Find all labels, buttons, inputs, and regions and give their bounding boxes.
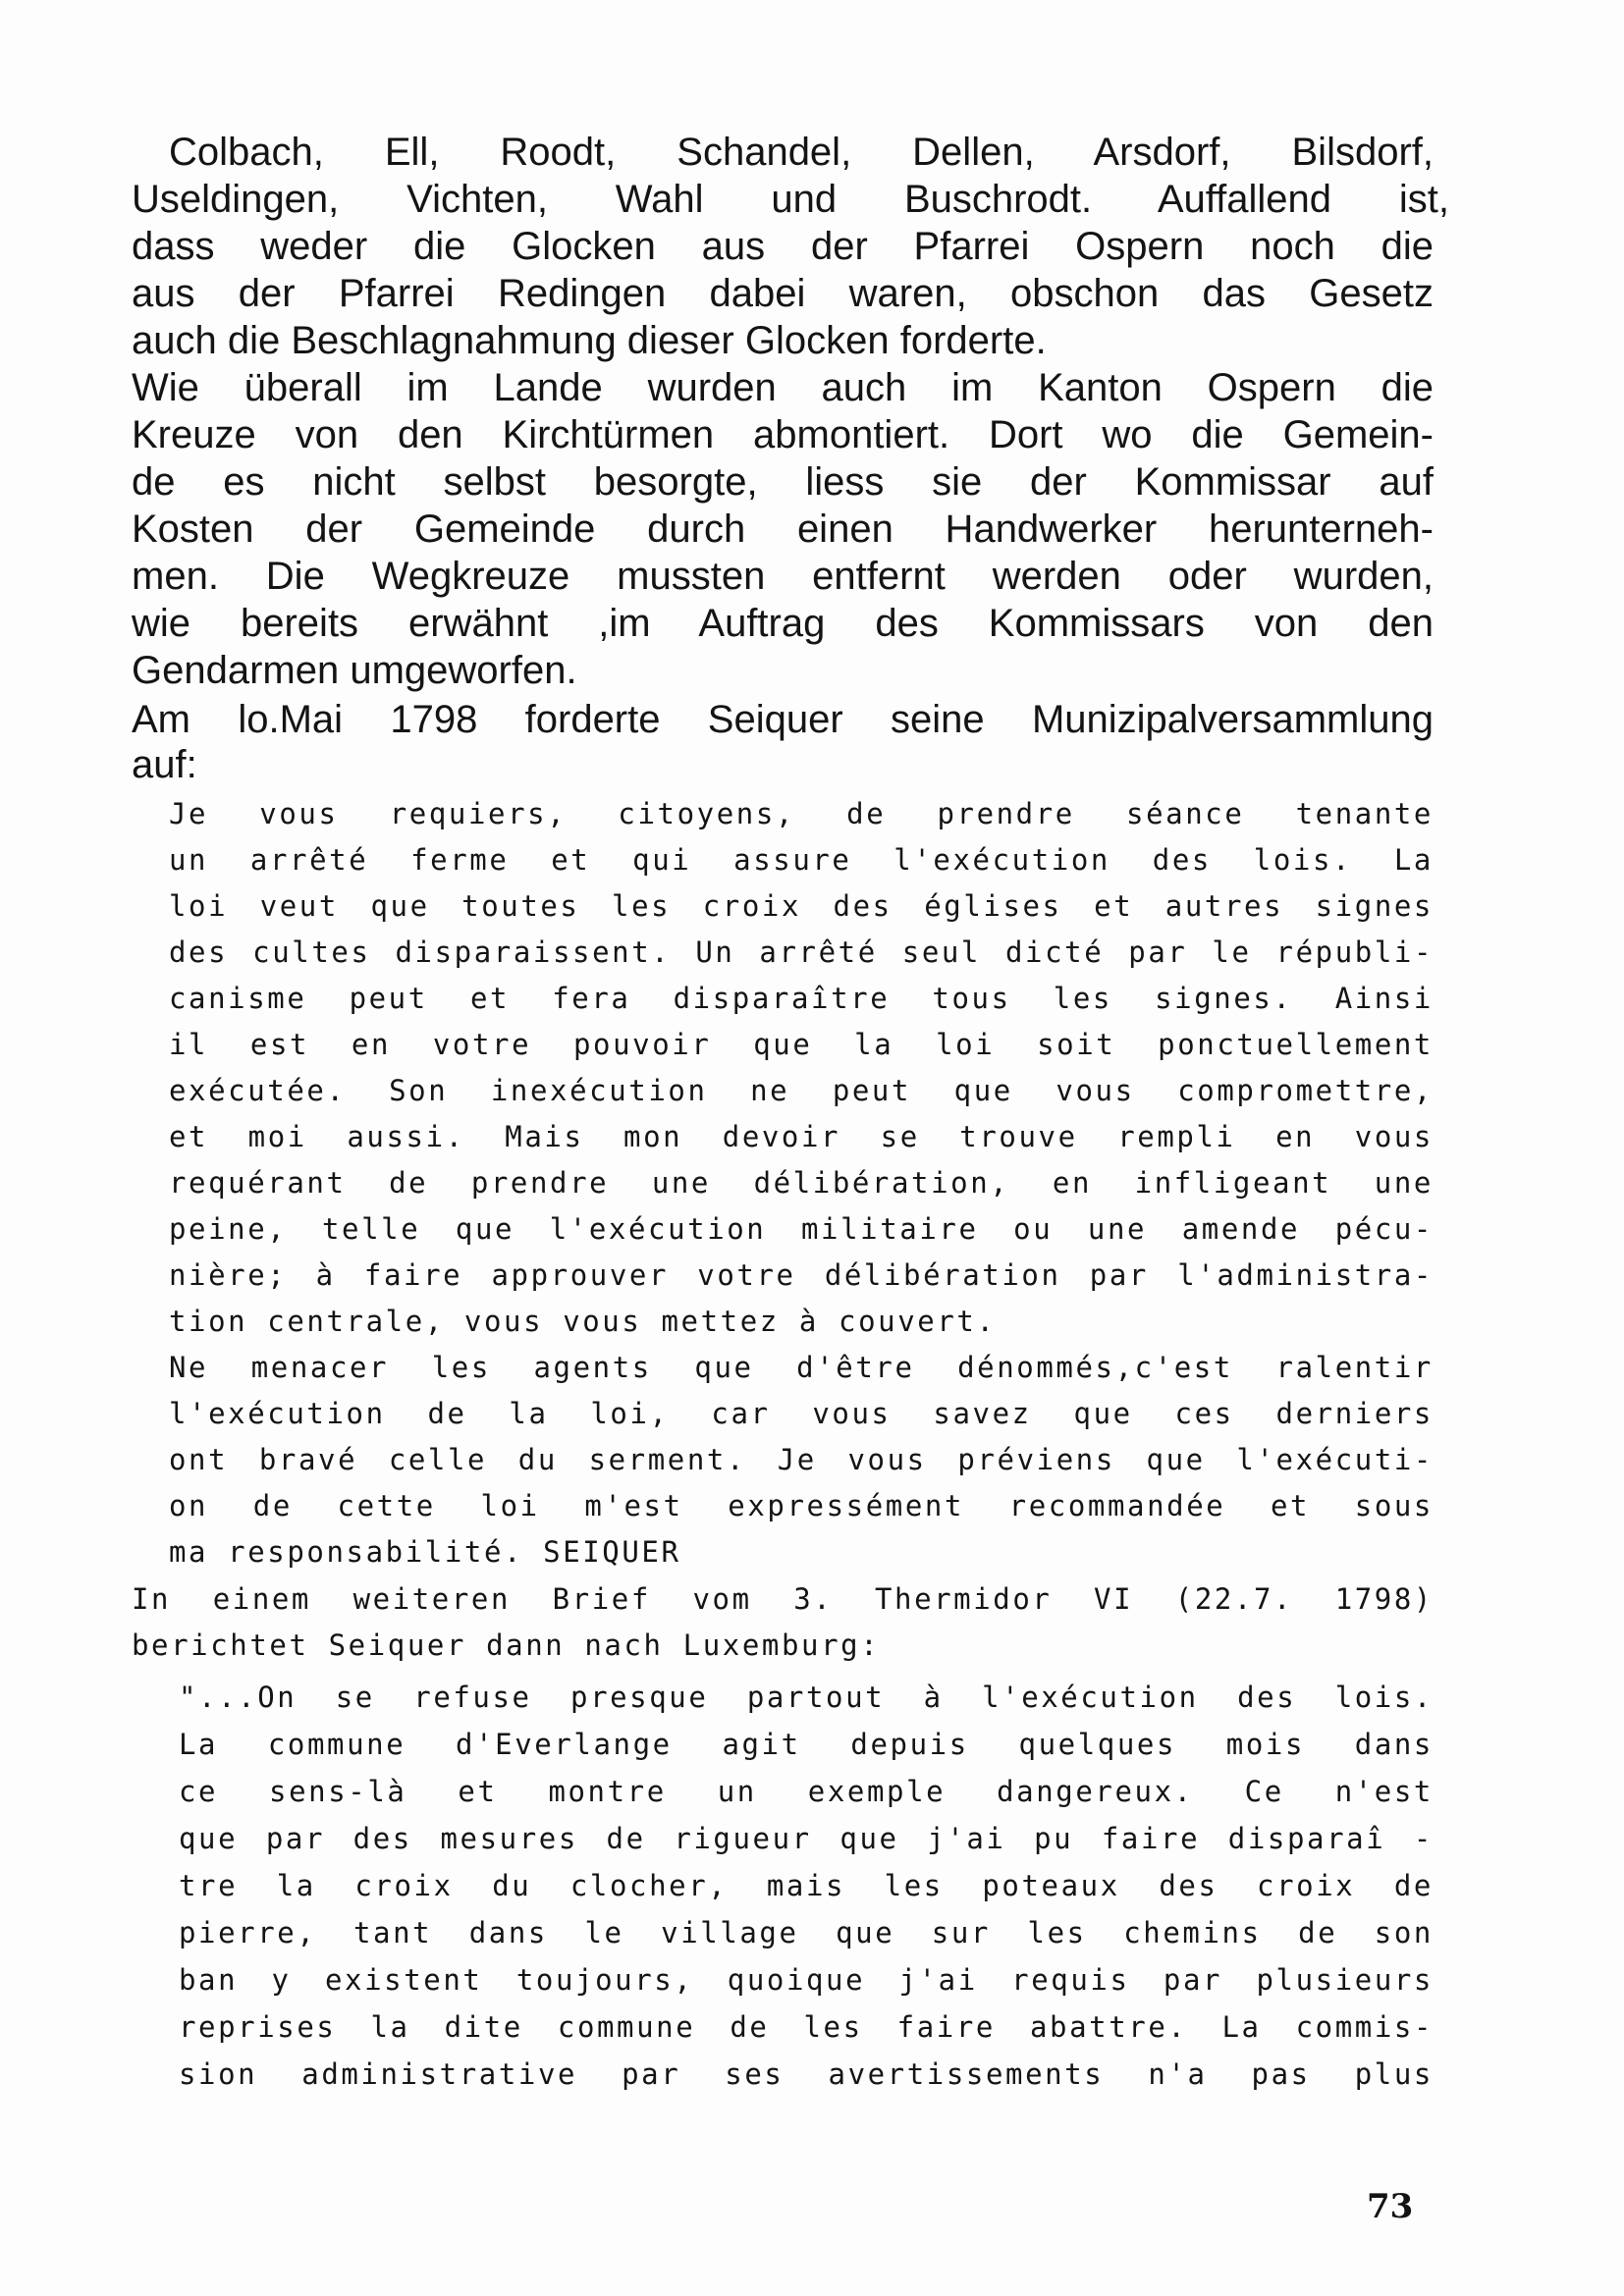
text-line: dass weder die Glocken aus der Pfarrei Ospern noch die: [132, 225, 1434, 268]
quote-line: peine, telle que l'exécution militaire ou une amende pécu-: [169, 1212, 1434, 1246]
quote-line: reprises la dite commune de les faire abattre. La commis-: [179, 2010, 1434, 2044]
quote-line: il est en votre pouvoir que la loi soit ponctuellement: [169, 1028, 1434, 1061]
quote-line: ma responsabilité. SEIQUER: [169, 1535, 681, 1569]
text-line: men. Die Wegkreuze mussten entfernt werden oder wurden,: [132, 555, 1434, 598]
quote-line: Je vous requiers, citoyens, de prendre séance tenante: [169, 797, 1434, 830]
quote-line: ce sens-là et montre un exemple dangereux. Ce n'est: [179, 1775, 1434, 1808]
text-line: auf:: [132, 743, 197, 786]
quote-line: Ne menacer les agents que d'être dénommés,c'est ralentir: [169, 1351, 1434, 1384]
quote-line: nière; à faire approuver votre délibération par l'administra-: [169, 1258, 1434, 1292]
quote-line: tre la croix du clocher, mais les poteaux des croix de: [179, 1869, 1434, 1902]
text-line: In einem weiteren Brief vom 3. Thermidor VI (22.7. 1798): [132, 1582, 1434, 1616]
text-line: Useldingen, Vichten, Wahl und Buschrodt. Auffallend ist,: [132, 178, 1449, 221]
text-line: auch die Beschlagnahmung dieser Glocken forderte.: [132, 319, 1047, 362]
quote-line: l'exécution de la loi, car vous savez que ces derniers: [169, 1397, 1434, 1430]
text-line: aus der Pfarrei Redingen dabei waren, obschon das Gesetz: [132, 272, 1434, 315]
text-line: Wie überall im Lande wurden auch im Kanton Ospern die: [132, 366, 1434, 409]
quote-line: ont bravé celle du serment. Je vous préviens que l'exécuti-: [169, 1443, 1434, 1476]
text-line: Am lo.Mai 1798 forderte Seiquer seine Munizipalversammlung: [132, 698, 1434, 741]
quote-line: loi veut que toutes les croix des églises et autres signes: [169, 889, 1434, 923]
quote-line: ban y existent toujours, quoique j'ai requis par plusieurs: [179, 1963, 1434, 1997]
text-line: Gendarmen umgeworfen.: [132, 649, 577, 692]
quote-line: des cultes disparaissent. Un arrêté seul dicté par le républi-: [169, 935, 1434, 969]
quote-line: La commune d'Everlange agit depuis quelques mois dans: [179, 1728, 1434, 1761]
quote-line: on de cette loi m'est expressément recommandée et sous: [169, 1489, 1434, 1522]
quote-line: et moi aussi. Mais mon devoir se trouve rempli en vous: [169, 1120, 1434, 1153]
quote-line: requérant de prendre une délibération, en infligeant une: [169, 1166, 1434, 1200]
quote-line: "...On se refuse presque partout à l'exécution des lois.: [179, 1681, 1434, 1714]
quote-line: canisme peut et fera disparaître tous les signes. Ainsi: [169, 982, 1434, 1015]
text-line: Kosten der Gemeinde durch einen Handwerker herunterneh-: [132, 507, 1434, 551]
page-number: 73: [1367, 2187, 1414, 2226]
quote-line: sion administrative par ses avertissements n'a pas plus: [179, 2057, 1434, 2091]
text-line: Colbach, Ell, Roodt, Schandel, Dellen, Arsdorf, Bilsdorf,: [169, 131, 1434, 174]
text-line: Kreuze von den Kirchtürmen abmontiert. Dort wo die Gemein-: [132, 413, 1434, 456]
text-line: de es nicht selbst besorgte, liess sie der Kommissar auf: [132, 460, 1434, 504]
quote-line: exécutée. Son inexécution ne peut que vous compromettre,: [169, 1074, 1434, 1107]
quote-line: tion centrale, vous vous mettez à couvert.: [169, 1305, 997, 1338]
quote-line: un arrêté ferme et qui assure l'exécution des lois. La: [169, 843, 1434, 877]
quote-line: que par des mesures de rigueur que j'ai pu faire disparaî -: [179, 1822, 1434, 1855]
quote-line: pierre, tant dans le village que sur les chemins de son: [179, 1916, 1434, 1949]
text-line: wie bereits erwähnt ,im Auftrag des Kommissars von den: [132, 602, 1434, 645]
text-line: berichtet Seiquer dann nach Luxemburg:: [132, 1629, 881, 1662]
